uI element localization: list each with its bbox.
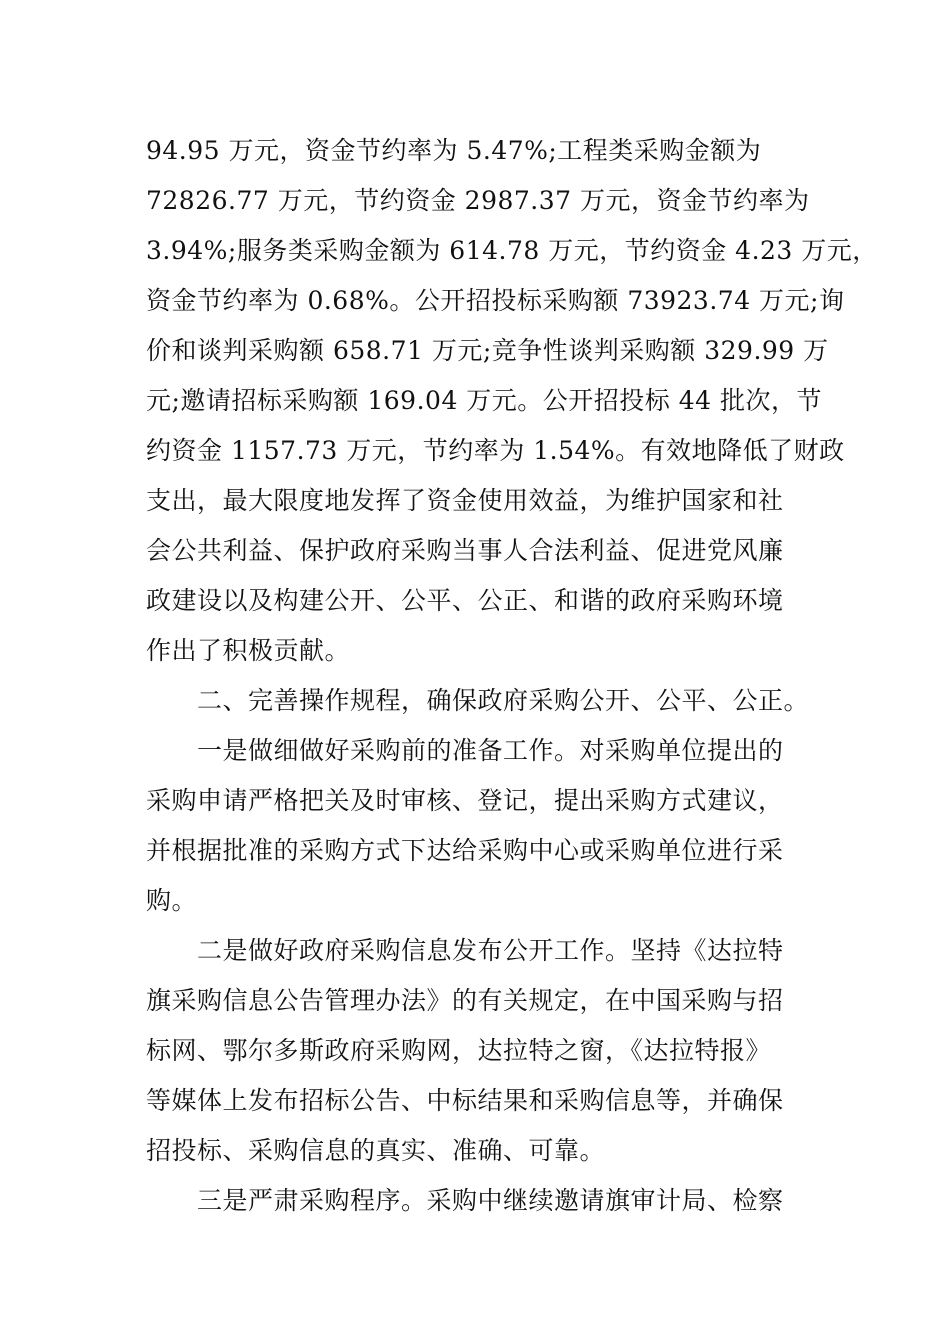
text-line: 72826.77 万元，节约资金 2987.37 万元，资金节约率为 — [146, 186, 810, 215]
text-line: 三是严肃采购程序。采购中继续邀请旗审计局、检察 — [146, 1186, 784, 1215]
text-line: 94.95 万元，资金节约率为 5.47%;工程类采购金额为 — [146, 136, 762, 165]
text-line: 政建设以及构建公开、公平、公正、和谐的政府采购环境 — [146, 586, 784, 615]
text-line: 一是做细做好采购前的准备工作。对采购单位提出的 — [146, 736, 784, 765]
text-line: 3.94%;服务类采购金额为 614.78 万元，节约资金 4.23 万元， — [146, 236, 878, 265]
text-line: 旗采购信息公告管理办法》的有关规定，在中国采购与招 — [146, 986, 784, 1015]
text-line: 招投标、采购信息的真实、准确、可靠。 — [146, 1136, 606, 1165]
text-line: 支出，最大限度地发挥了资金使用效益，为维护国家和社 — [146, 486, 784, 515]
text-line: 价和谈判采购额 658.71 万元;竞争性谈判采购额 329.99 万 — [146, 336, 829, 365]
text-line: 二是做好政府采购信息发布公开工作。坚持《达拉特 — [146, 936, 784, 965]
text-line: 购。 — [146, 886, 198, 915]
text-line: 约资金 1157.73 万元，节约率为 1.54%。有效地降低了财政 — [146, 436, 845, 465]
text-line: 会公共利益、保护政府采购当事人合法利益、促进党风廉 — [146, 536, 784, 565]
text-line: 作出了积极贡献。 — [146, 636, 351, 665]
body-text — [146, 126, 878, 1226]
text-line: 等媒体上发布招标公告、中标结果和采购信息等，并确保 — [146, 1086, 784, 1115]
section-heading: 二、完善操作规程，确保政府采购公开、公平、公正。 — [146, 686, 810, 715]
text-line: 采购申请严格把关及时审核、登记，提出采购方式建议， — [146, 786, 784, 815]
text-line: 并根据批准的采购方式下达给采购中心或采购单位进行采 — [146, 836, 784, 865]
text-line: 资金节约率为 0.68%。公开招投标采购额 73923.74 万元;询 — [146, 286, 845, 315]
text-line: 元;邀请招标采购额 169.04 万元。公开招投标 44 批次，节 — [146, 386, 822, 415]
text-line: 标网、鄂尔多斯政府采购网，达拉特之窗，《达拉特报》 — [146, 1036, 772, 1065]
